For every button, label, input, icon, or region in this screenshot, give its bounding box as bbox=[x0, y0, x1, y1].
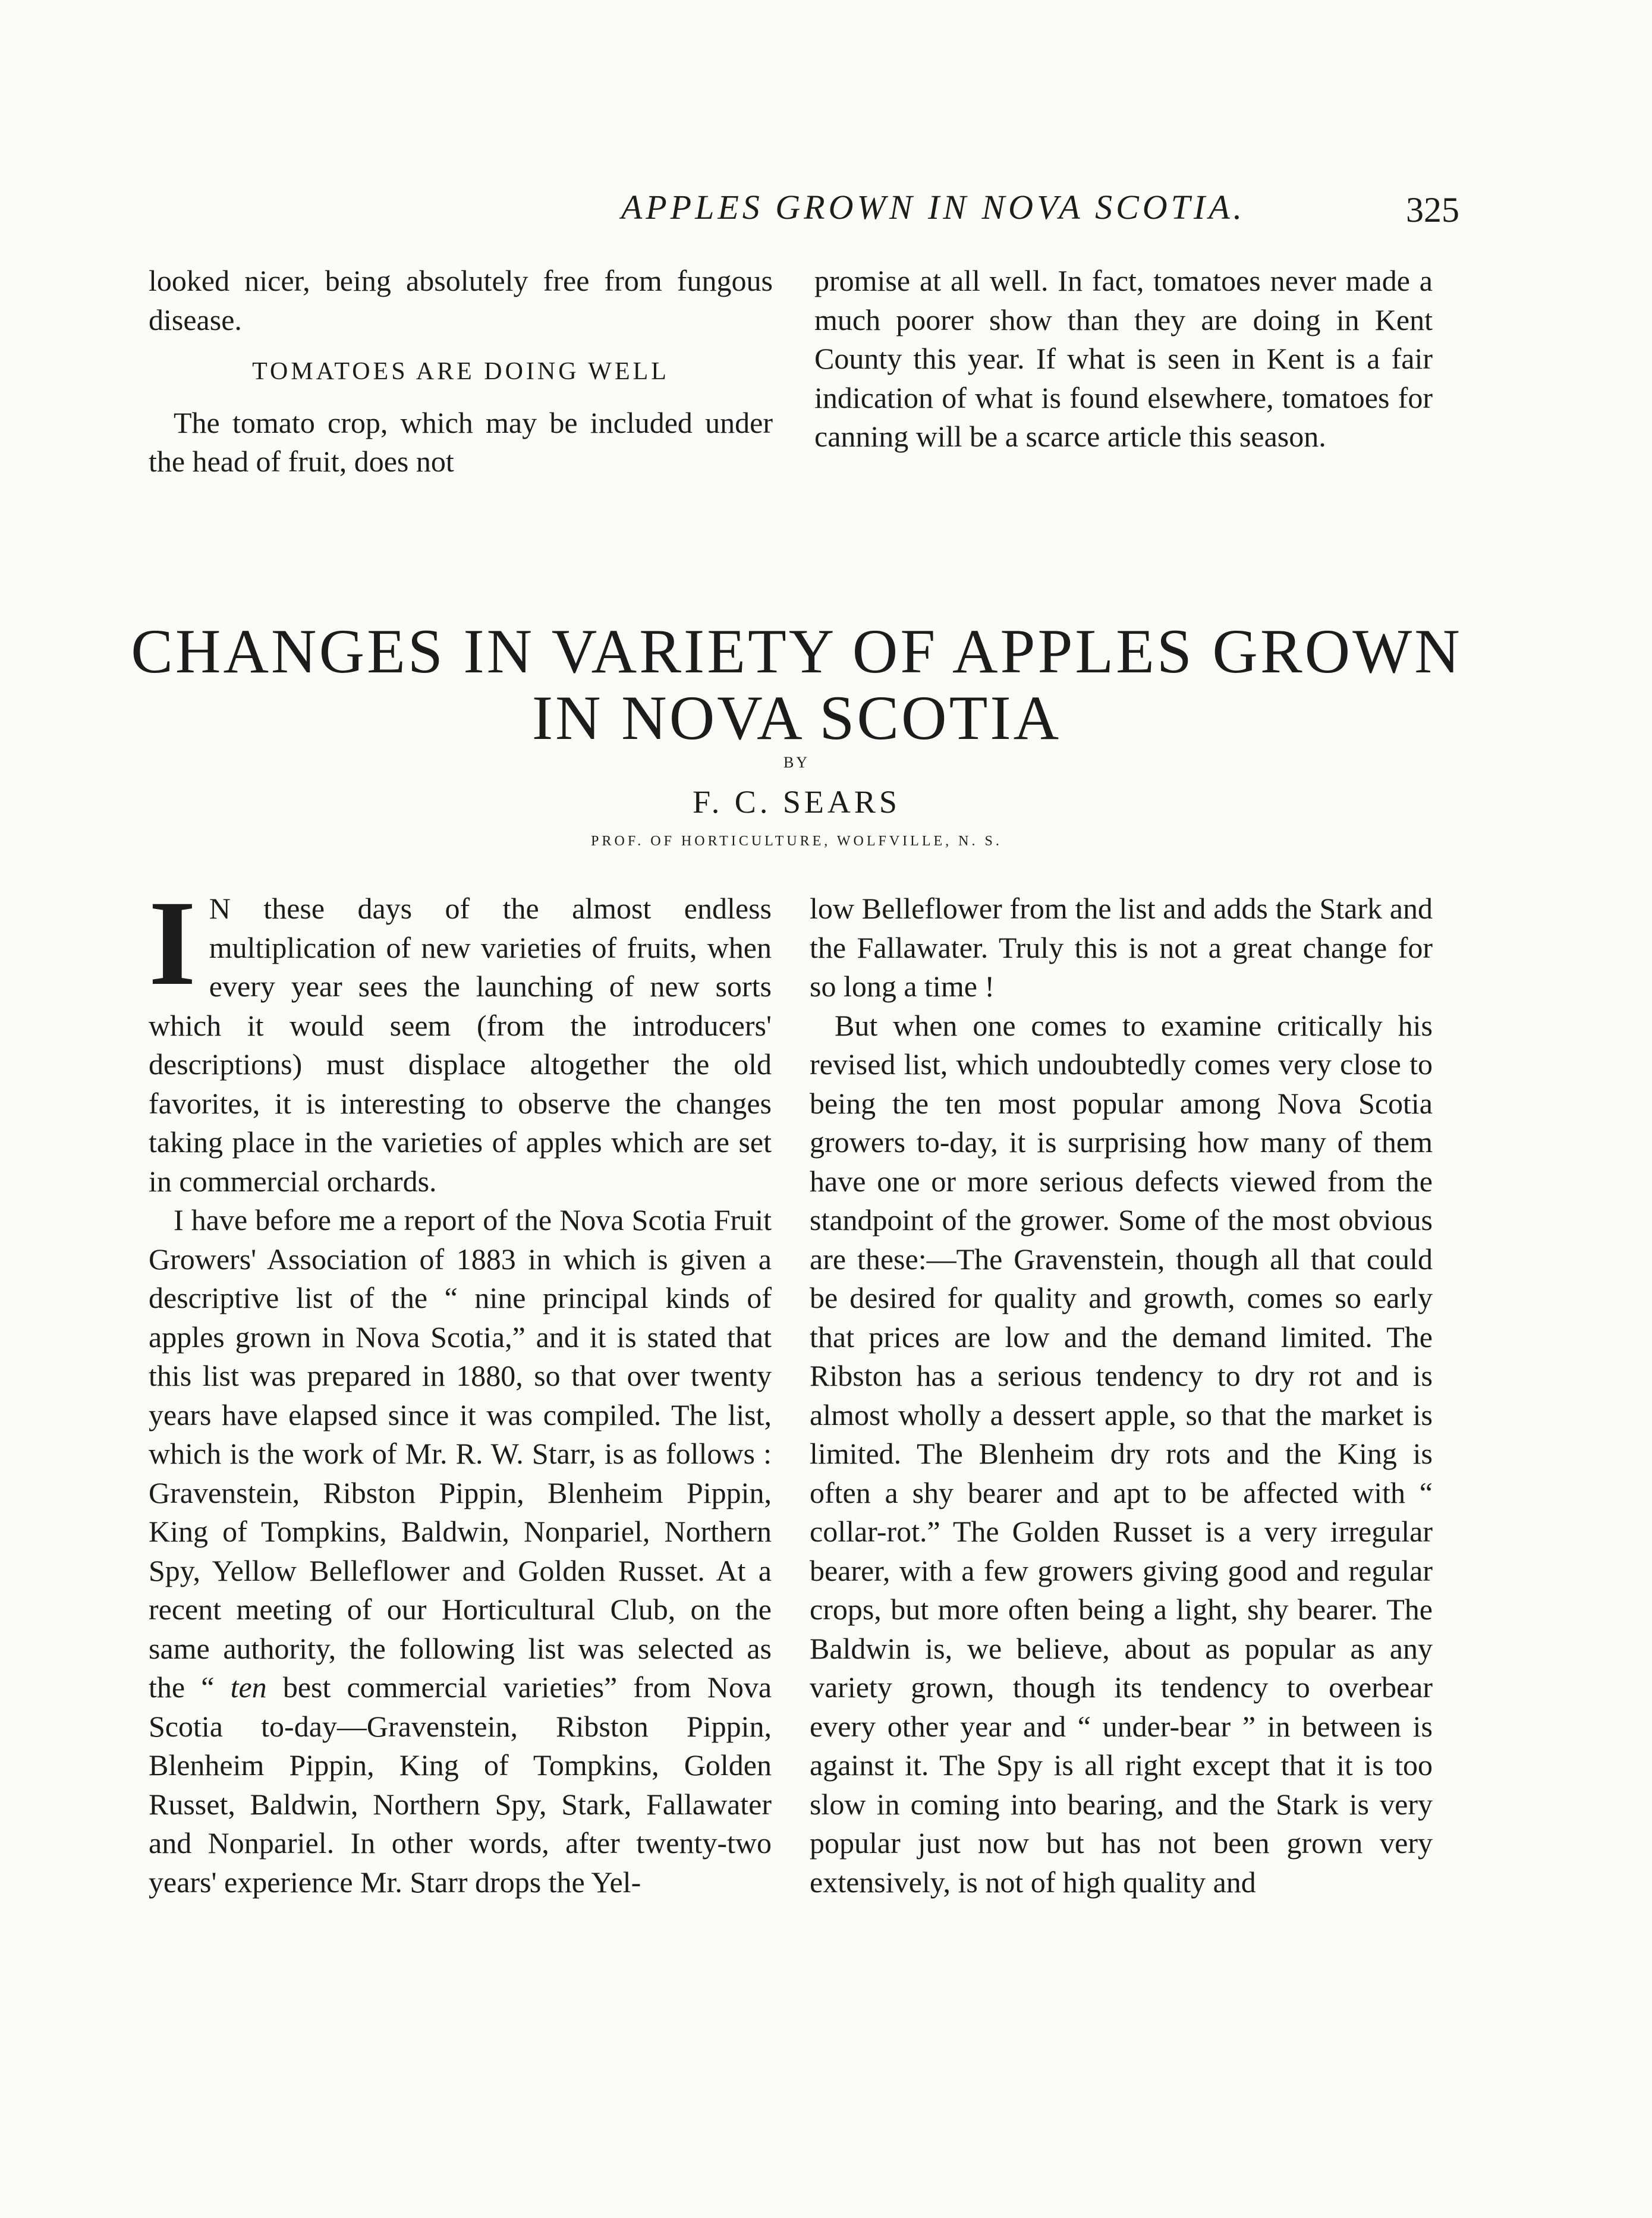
running-title: APPLES GROWN IN NOVA SCOTIA. bbox=[621, 188, 1246, 226]
drop-cap: I bbox=[149, 876, 196, 1011]
paragraph bbox=[149, 1201, 772, 1902]
section-subhead: TOMATOES ARE DOING WELL bbox=[252, 358, 669, 385]
previous-article-left-column bbox=[149, 262, 773, 482]
article-title-line-2: IN NOVA SCOTIA bbox=[531, 683, 1062, 753]
previous-article-right-column bbox=[814, 262, 1433, 457]
article-title-line-1: CHANGES IN VARIETY OF APPLES GROWN bbox=[131, 616, 1462, 686]
paragraph: The tomato crop, which may be included under the head of fruit, does not bbox=[149, 405, 773, 478]
paragraph: But when one comes to examine critically his revised list, which undoubtedly comes very close to being the ten most popular among Nova Scotia growers to-day, it is surprising how many of them have one or more serious defects viewed from the standpoint of the grower. Some of the most obvious are these:—The Gravenstein, though all that could be desired for quality and growth, comes so early that prices are low and the demand limited. The Ribston has a serious tendency to dry rot and is almost wholly a dessert apple, so that the market is limited. The Blenheim dry rots and the King is often a shy bearer and apt to be affected with “ collar-rot.” The Golden Russet is a very irregular bearer, with a few growers giving good and regular crops, but more often being a light, shy bearer. The Baldwin is, we believe, about as popular as any variety grown, though its tendency to overbear every other year and “ under-bear ” in between is against it. The Spy is all right except that it is too slow in coming into bearing, and the Stark is very popular just now but has not been grown very extensively, is not of high quality and bbox=[810, 1008, 1433, 1899]
article-right-column bbox=[810, 889, 1433, 1902]
author-affiliation: PROF. OF HORTICULTURE, WOLFVILLE, N. S. bbox=[591, 833, 1002, 849]
paragraph bbox=[149, 876, 772, 1201]
running-head bbox=[149, 187, 1652, 235]
paragraph: promise at all well. In fact, tomatoes never made a much poorer show than they are doing in Kent County this year. If what is seen in Kent is a fair indication of what is found elsewhere, tomatoes for canning will be a scarce article this season. bbox=[814, 264, 1433, 453]
page-number: 325 bbox=[1406, 190, 1459, 229]
byline-by: BY bbox=[783, 754, 810, 771]
author-name: F. C. SEARS bbox=[693, 784, 901, 820]
paragraph-text: best commercial varieties” from Nova Scotia to-day—Gravenstein, Ribston Pippin, Blenheim Pippin, King of Tompkins, Golden Russet, Baldwin, Northern Spy, Stark, Fallawater and Nonpariel. In other words, after twenty-two years' experience Mr. Starr drops the Yel- bbox=[149, 1670, 772, 1899]
article-title bbox=[119, 618, 1474, 751]
paragraph-text: N these days of the almost endless multiplication of new varieties of fruits, when every year sees the launching of new sorts which it would seem (from the introducers' descriptions) must displace altogether the old favorites, it is interesting to observe the changes taking place in the varieties of apples which are set in commercial orchards. bbox=[149, 892, 772, 1198]
article-left-column bbox=[149, 876, 772, 1902]
paragraph: low Belleflower from the list and adds the Stark and the Fallawater. Truly this is not a great change for so long a time ! bbox=[810, 892, 1433, 1003]
paragraph: looked nicer, being absolutely free from fungous disease. bbox=[149, 264, 773, 336]
emphasis: ten bbox=[230, 1670, 267, 1704]
paragraph-text: I have before me a report of the Nova Scotia Fruit Growers' Association of 1883 in which is given a descriptive list of the “ nine principal kinds of apples grown in Nova Scotia,” and it is stated that this list was prepared in 1880, so that over twenty years have elapsed since it was compiled. The list, which is the work of Mr. R. W. Starr, is as follows : Gravenstein, Ribston Pippin, Blenheim Pippin, King of Tompkins, Baldwin, Nonpariel, Northern Spy, Yellow Belleflower and Golden Russet. At a recent meeting of our Horticultural Club, on the same authority, the following list was selected as the “ bbox=[149, 1203, 772, 1704]
